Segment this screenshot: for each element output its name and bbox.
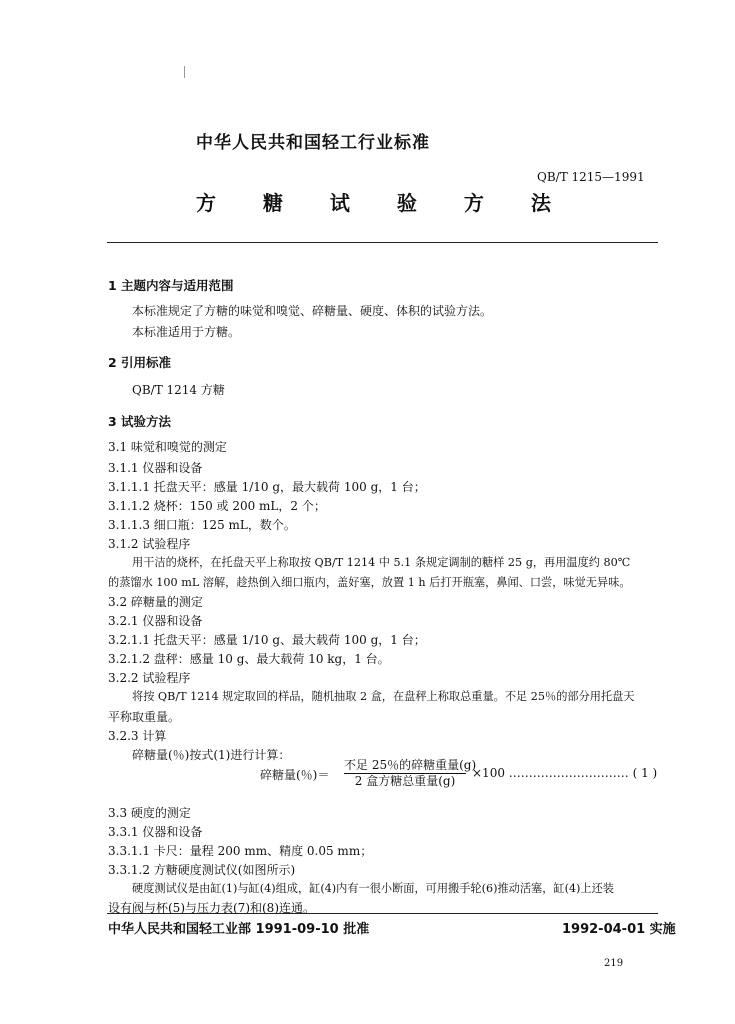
standard-number: QB/T 1215—1991 xyxy=(537,170,645,184)
list-item: 3.2.1.1 托盘天平：感量 1/10 g、最大载荷 100 g，1 台； xyxy=(108,633,426,647)
subsection-heading: 3.3.1 仪器和设备 xyxy=(108,825,203,839)
scan-mark xyxy=(184,66,185,78)
formula-rhs: ×100 ………………………… ( 1 ) xyxy=(472,766,658,780)
footer-rule xyxy=(107,913,658,914)
subsection-heading: 3.2.3 计算 xyxy=(108,729,167,743)
paragraph: 将按 QB/T 1214 规定取回的样品，随机抽取 2 盒，在盘秤上称取总重量。不足 25％的部分用托盘天 xyxy=(132,690,635,703)
section-2-heading: 2 引用标准 xyxy=(108,355,172,370)
subsection-heading: 3.3 硬度的测定 xyxy=(108,806,191,820)
paragraph: 平称取重量。 xyxy=(108,710,181,724)
document-title: 方 糖 试 验 方 法 xyxy=(196,191,571,215)
list-item: 3.3.1.1 卡尺：量程 200 mm、精度 0.05 mm； xyxy=(108,844,373,858)
implementation-date: 1992-04-01 实施 xyxy=(562,922,676,937)
formula-denominator: 2 盒方糖总重量(g) xyxy=(354,774,456,788)
list-item: 3.1.1.1 托盘天平：感量 1/10 g，最大载荷 100 g，1 台； xyxy=(108,480,426,494)
approval-date: 中华人民共和国轻工业部 1991-09-10 批准 xyxy=(108,922,370,937)
paragraph: 本标准适用于方糖。 xyxy=(132,325,241,339)
paragraph: 本标准规定了方糖的味觉和嗅觉、碎糖量、硬度、体积的试验方法。 xyxy=(132,304,493,318)
paragraph: 用干洁的烧杯，在托盘天平上称取按 QB/T 1214 中 5.1 条规定调制的糖样 25 g，再用温度约 80℃ xyxy=(132,556,631,569)
subsection-heading: 3.1.2 试验程序 xyxy=(108,537,191,551)
subsection-heading: 3.1 味觉和嗅觉的测定 xyxy=(108,440,227,454)
subsection-heading: 3.2.1 仪器和设备 xyxy=(108,614,203,628)
header-rule xyxy=(107,242,658,243)
list-item: 3.3.1.2 方糖硬度测试仪(如图所示) xyxy=(108,863,296,877)
paragraph: 设有阀与杯(5)与压力表(7)和(8)连通。 xyxy=(108,901,315,915)
formula-1 xyxy=(260,758,658,788)
formula-lhs: 碎糖量(％)＝ xyxy=(260,768,330,782)
list-item: 3.1.1.3 细口瓶：125 mL，数个。 xyxy=(108,518,296,532)
reference-item: QB/T 1214 方糖 xyxy=(132,383,225,397)
subsection-heading: 3.1.1 仪器和设备 xyxy=(108,461,203,475)
formula-fraction xyxy=(344,758,477,789)
paragraph: 的蒸馏水 100 mL 溶解，趁热倒入细口瓶内，盖好塞，放置 1 h 后打开瓶塞，鼻闻、口尝，味觉无异味。 xyxy=(108,576,631,589)
section-3-heading: 3 试验方法 xyxy=(108,414,172,429)
list-item: 3.1.1.2 烧杯：150 或 200 mL，2 个； xyxy=(108,499,326,513)
paragraph: 硬度测试仪是由缸(1)与缸(4)组成，缸(4)内有一很小断面，可用搬手轮(6)推动活塞，缸(4)上还装 xyxy=(132,882,614,895)
paragraph: 碎糖量(％)按式(1)进行计算： xyxy=(132,748,291,762)
list-item: 3.2.1.2 盘秤：感量 10 g、最大载荷 10 kg，1 台。 xyxy=(108,652,390,666)
formula-numerator: 不足 25％的碎糖重量(g) xyxy=(344,758,477,772)
standard-org-header: 中华人民共和国轻工行业标准 xyxy=(196,133,430,153)
subsection-heading: 3.2.2 试验程序 xyxy=(108,671,191,685)
page-number: 219 xyxy=(604,958,624,969)
section-1-heading: 1 主题内容与适用范围 xyxy=(108,278,234,293)
subsection-heading: 3.2 碎糖量的测定 xyxy=(108,595,203,609)
